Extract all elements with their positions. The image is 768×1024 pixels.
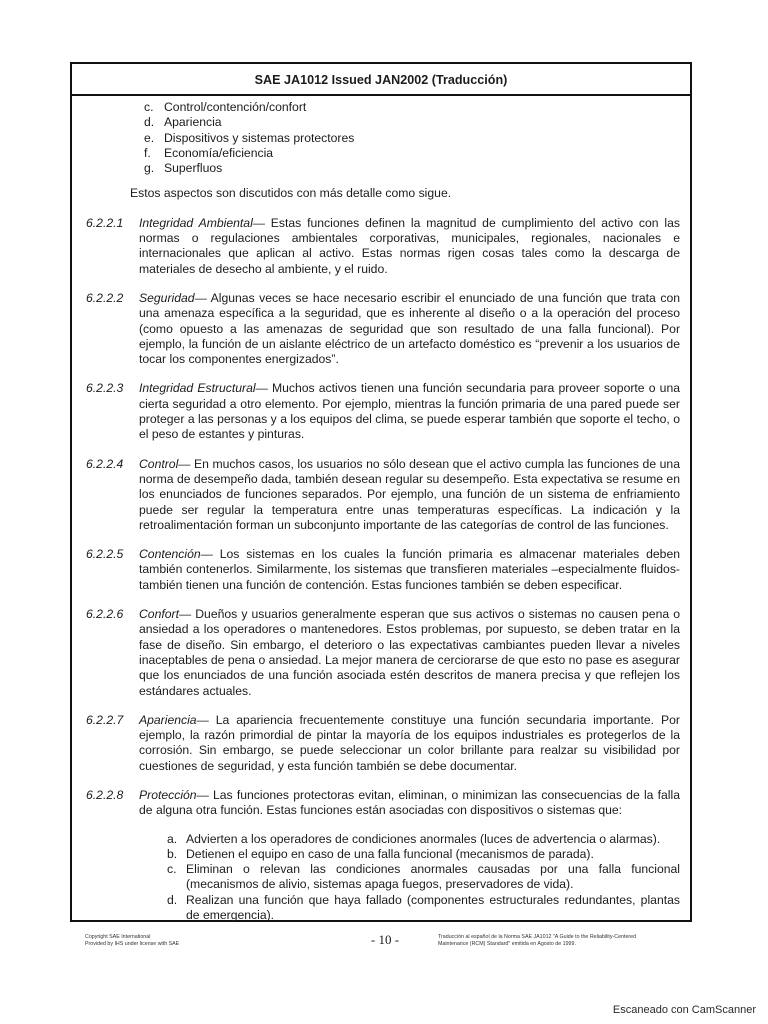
intro-paragraph: Estos aspectos son discutidos con más detalle como sigue. bbox=[130, 186, 452, 201]
list-item-text: Dispositivos y sistemas protectores bbox=[164, 130, 355, 145]
section-body bbox=[139, 216, 680, 277]
list-item-text: Superfluos bbox=[164, 161, 223, 176]
translation-line: Maintenance (RCM) Standard" emitida en Agosto de 1999. bbox=[438, 940, 576, 947]
camscanner-watermark: Escaneado con CamScanner bbox=[612, 1004, 756, 1016]
section-term: Integridad Estructural— bbox=[139, 381, 268, 396]
section-text: Dueños y usuarios generalmente esperan que sus activos o sistemas no causen pena o ansiedad a los operadores o mantenedores. Estos problemas, por supuesto, se deben tratar en la fase de diseño. Sin embargo, el deterioro o las expectativas cambiantes pueden llevar a niveles inaceptables de pena o ansiedad. La mejor manera de cerciorarse de que esto no pase es asegurar que los enunciados de una función asociada estén descritos de manera precisa y que reflejen los estándares actuales. bbox=[139, 607, 680, 698]
list-marker: e. bbox=[144, 130, 155, 145]
document-body bbox=[72, 96, 690, 923]
section-term: Control— bbox=[139, 456, 191, 471]
section-6-2-2-4 bbox=[86, 457, 680, 533]
list-item-text: Eliminan o relevan las condiciones anormales causadas por una falla funcional (mecanismos de alivio, sistemas apaga fuegos, preservadores de vida). bbox=[186, 862, 680, 892]
section-text: Muchos activos tienen una función secundaria para proveer soporte o una cierta seguridad a otro elemento. Por ejemplo, mientras la función primaria de una pared puede ser proteger a las personas y a los equipos del clima, se puede esperar también que soporte el techo, o el peso de estantes y pinturas. bbox=[139, 381, 680, 442]
list-item bbox=[144, 161, 680, 176]
list-item bbox=[144, 115, 680, 130]
section-6-2-2-5 bbox=[86, 547, 680, 593]
section-6-2-2-6 bbox=[86, 607, 680, 699]
list-item bbox=[167, 832, 680, 847]
list-item bbox=[167, 847, 680, 862]
section-term: Protección— bbox=[139, 787, 209, 802]
list-item bbox=[144, 146, 680, 161]
section-text: Estas funciones definen la magnitud de cumplimiento del activo con las normas o regulaciones ambientales corporativas, municipales, regionales, nacionales e internacionales que aplican al activo. Estas normas rigen cosas tales como la descarga de materiales de desecho al ambiente, y el ruido. bbox=[139, 215, 680, 276]
section-body bbox=[139, 457, 680, 533]
section-6-2-2-8 bbox=[86, 788, 680, 819]
list-marker: g. bbox=[144, 161, 155, 176]
list-marker: d. bbox=[144, 115, 155, 130]
section-term: Integridad Ambiental— bbox=[139, 215, 265, 230]
list-item-text: Apariencia bbox=[164, 115, 222, 130]
section-term: Confort— bbox=[139, 607, 192, 622]
section-body bbox=[139, 381, 680, 442]
section-text: La apariencia frecuentemente constituye una función secundaria importante. Por ejemplo, la razón primordial de pintar la mayoría de los equipos industriales es protegerlos de la corrosión. Sin embargo, se puede seleccionar un color brillante para realzar su visibilidad por cuestiones de seguridad, y esta función también se debe documentar. bbox=[139, 712, 680, 773]
list-item-text: Realizan una función que haya fallado (componentes estructurales redundantes, plantas de emergencia). bbox=[186, 892, 680, 923]
section-number: 6.2.2.4 bbox=[86, 456, 124, 471]
section-term: Seguridad— bbox=[139, 290, 207, 305]
list-item bbox=[144, 100, 680, 115]
section-term: Contención— bbox=[139, 547, 213, 562]
list-item-text: Economía/eficiencia bbox=[164, 145, 274, 160]
section-text: En muchos casos, los usuarios no sólo desean que el activo cumpla las funciones de una norma de desempeño dada, también desean regular su desempeño. Esta expectativa se resume en los enunciados de funciones separados. Por ejemplo, una función de un sistema de enfriamiento puede ser regular la temperatura entre unas temperaturas específicas. La indicación y la retroalimentación forman un subconjunto importante de las categorías de control de las funciones. bbox=[139, 456, 680, 532]
list-item-text: Detienen el equipo en caso de una falla funcional (mecanismos de parada). bbox=[186, 846, 594, 861]
section-body bbox=[139, 607, 680, 699]
list-marker: a. bbox=[167, 831, 178, 846]
list-item-text: Advierten a los operadores de condiciones anormales (luces de advertencia o alarmas). bbox=[186, 831, 661, 846]
list-marker: d. bbox=[167, 892, 178, 907]
section-number: 6.2.2.3 bbox=[86, 381, 124, 396]
copyright-line: Copyright SAE International bbox=[85, 934, 151, 940]
list-marker: b. bbox=[167, 846, 178, 861]
list-marker: f. bbox=[144, 145, 151, 160]
page-number: - 10 - bbox=[370, 932, 400, 947]
section-body bbox=[139, 291, 680, 367]
footer-copyright bbox=[85, 934, 179, 947]
section-number: 6.2.2.2 bbox=[86, 290, 124, 305]
section-body bbox=[139, 713, 680, 774]
section-6-2-2-2 bbox=[86, 291, 680, 367]
list-marker: c. bbox=[144, 100, 154, 114]
section-number: 6.2.2.6 bbox=[86, 607, 124, 622]
section-number: 6.2.2.1 bbox=[86, 215, 124, 230]
section-number: 6.2.2.7 bbox=[86, 712, 124, 727]
section-number: 6.2.2.8 bbox=[86, 787, 124, 802]
footer-translation-note bbox=[438, 934, 688, 947]
list-item bbox=[144, 131, 680, 146]
section-6-2-2-1 bbox=[86, 216, 680, 277]
section-body bbox=[139, 788, 680, 819]
list-marker: c. bbox=[167, 862, 177, 877]
section-body bbox=[139, 547, 680, 593]
section-text: Algunas veces se hace necesario escribir el enunciado de una función que trata con una amenaza específica a la seguridad, que es inherente al diseño o a la operación del proceso (como opuesto a las amenazas de seguridad que son resultado de una falla funcional). Por ejemplo, la función de un aislante eléctrico de un artefacto doméstico es “prevenir a los usuarios de tocar los componentes energizados”. bbox=[139, 290, 680, 367]
list-item-text: Control/contención/confort bbox=[164, 100, 307, 114]
list-item bbox=[167, 893, 680, 924]
aspects-list bbox=[144, 100, 680, 176]
page-title: SAE JA1012 Issued JAN2002 (Traducción) bbox=[72, 64, 690, 96]
translation-line: Traducción al español de la Norma SAE JA1012 "A Guide to the Reliability-Centered bbox=[438, 934, 637, 940]
license-line: Provided by IHS under license with SAE bbox=[85, 940, 180, 947]
list-item bbox=[167, 862, 680, 893]
section-6-2-2-7 bbox=[86, 713, 680, 774]
protection-list bbox=[167, 832, 680, 924]
section-term: Apariencia— bbox=[139, 712, 209, 727]
section-6-2-2-3 bbox=[86, 381, 680, 442]
section-number: 6.2.2.5 bbox=[86, 547, 124, 562]
section-text: Los sistemas en los cuales la función primaria es almacenar materiales deben también contenerlos. Similarmente, los sistemas que transfieren materiales –especialmente fluidos- también tienen una función de contención. Estas funciones también se deben especificar. bbox=[139, 547, 680, 592]
section-text: Las funciones protectoras evitan, eliminan, o minimizan las consecuencias de la falla de alguna otra función. Estas funciones están asociadas con dispositivos o sistemas que: bbox=[139, 787, 680, 818]
document-frame bbox=[70, 62, 692, 922]
